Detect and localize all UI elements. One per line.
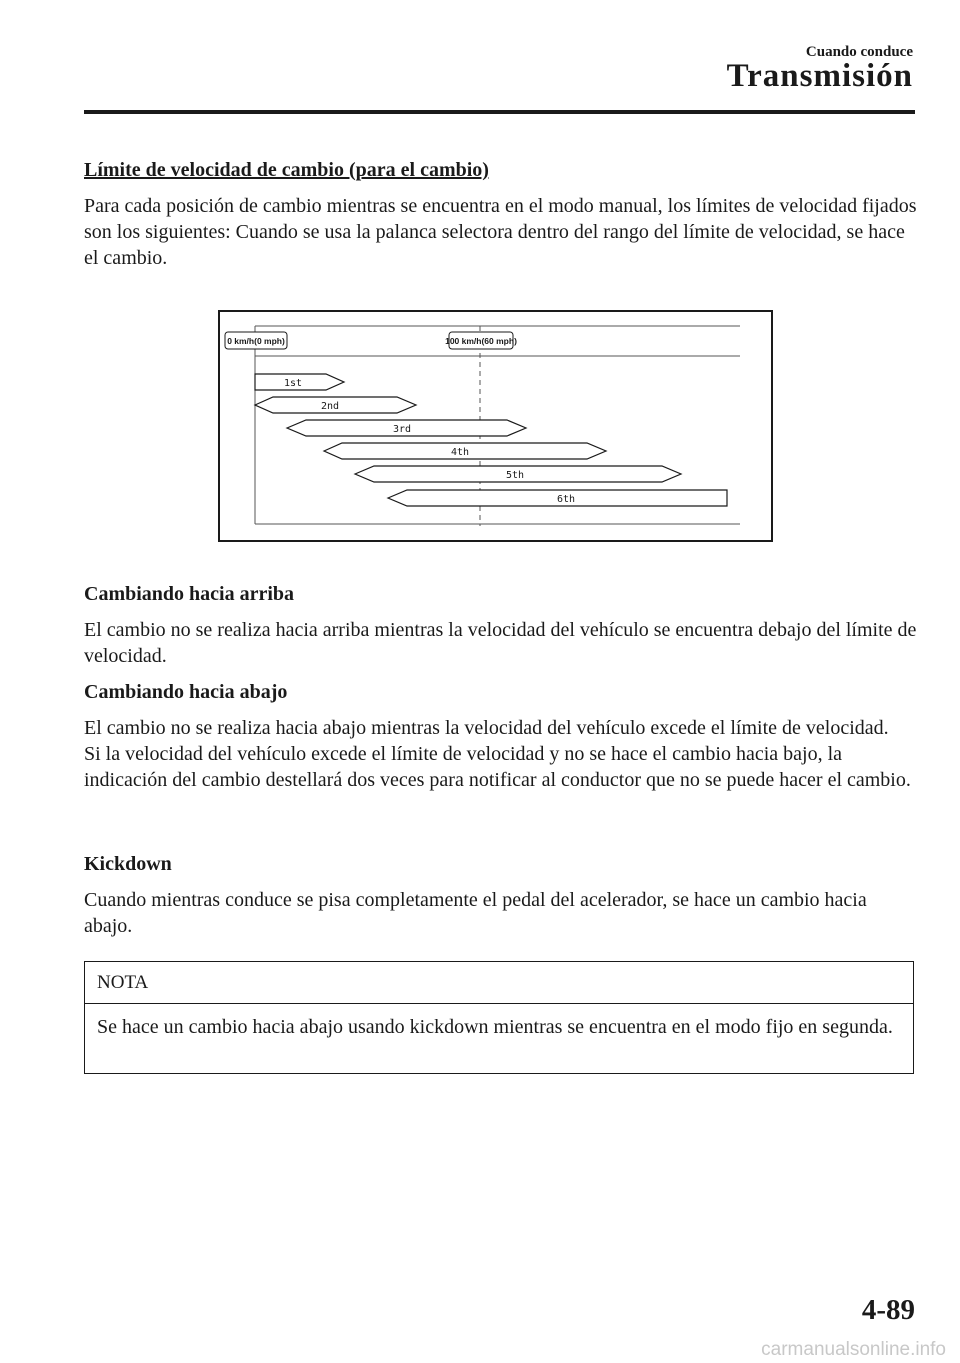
svg-text:4th: 4th bbox=[450, 447, 470, 458]
diagram-canvas bbox=[220, 312, 771, 540]
section-title: Límite de velocidad de cambio (para el cambio) bbox=[84, 159, 489, 181]
gear-bar-2nd bbox=[255, 397, 416, 413]
note-heading: NOTA bbox=[85, 962, 913, 1004]
svg-text:5th: 5th bbox=[505, 470, 525, 481]
downshift-heading: Cambiando hacia abajo bbox=[84, 681, 288, 703]
kickdown-heading: Kickdown bbox=[84, 853, 172, 875]
speed-label-100 bbox=[445, 332, 517, 349]
header-section: Cuando conduce bbox=[805, 44, 913, 60]
svg-text:2nd: 2nd bbox=[320, 401, 340, 412]
downshift-text-1: El cambio no se realiza hacia abajo mientras la velocidad del vehículo excede el límite de velocidad. bbox=[84, 717, 889, 739]
svg-text:6th: 6th bbox=[556, 494, 576, 505]
note-box bbox=[84, 961, 914, 1074]
page-number: 4-89 bbox=[861, 1294, 915, 1326]
intro-paragraph: Para cada posición de cambio mientras se encuentra en el modo manual, los límites de velocidad fijados son los siguientes: Cuando se usa la palanca selectora dentro del rango del límite de velocidad, se hace el cambio. bbox=[84, 195, 917, 269]
watermark: carmanualsonline.info bbox=[761, 1339, 946, 1360]
gear-bar-6th bbox=[388, 490, 727, 506]
upshift-text: El cambio no se realiza hacia arriba mientras la velocidad del vehículo se encuentra debajo del límite de velocidad. bbox=[84, 619, 917, 667]
header-divider bbox=[84, 110, 915, 114]
header-title: Transmisión bbox=[726, 58, 913, 94]
shift-speed-diagram bbox=[218, 310, 773, 542]
gear-bar-4th bbox=[324, 443, 606, 459]
svg-text:3rd: 3rd bbox=[392, 424, 412, 435]
gear-bar-3rd bbox=[287, 420, 526, 436]
svg-text:100 km/h(60 mph): 100 km/h(60 mph) bbox=[445, 336, 517, 346]
kickdown-text: Cuando mientras conduce se pisa completamente el pedal del acelerador, se hace un cambio hacia abajo. bbox=[84, 889, 867, 937]
svg-text:1st: 1st bbox=[283, 378, 303, 389]
gear-bar-1st bbox=[255, 374, 344, 390]
downshift-text-2: Si la velocidad del vehículo excede el límite de velocidad y no se hace el cambio hacia bajo, la indicación del cambio destellará dos veces para notificar al conductor que no se puede hacer el cambio. bbox=[84, 743, 911, 791]
gear-bar-5th bbox=[355, 466, 681, 482]
note-text: Se hace un cambio hacia abajo usando kickdown mientras se encuentra en el modo fijo en segunda. bbox=[97, 1016, 893, 1038]
downshift-text bbox=[84, 715, 919, 793]
speed-label-0 bbox=[225, 332, 287, 349]
svg-text:0 km/h(0 mph): 0 km/h(0 mph) bbox=[227, 336, 285, 346]
upshift-heading: Cambiando hacia arriba bbox=[84, 583, 295, 605]
